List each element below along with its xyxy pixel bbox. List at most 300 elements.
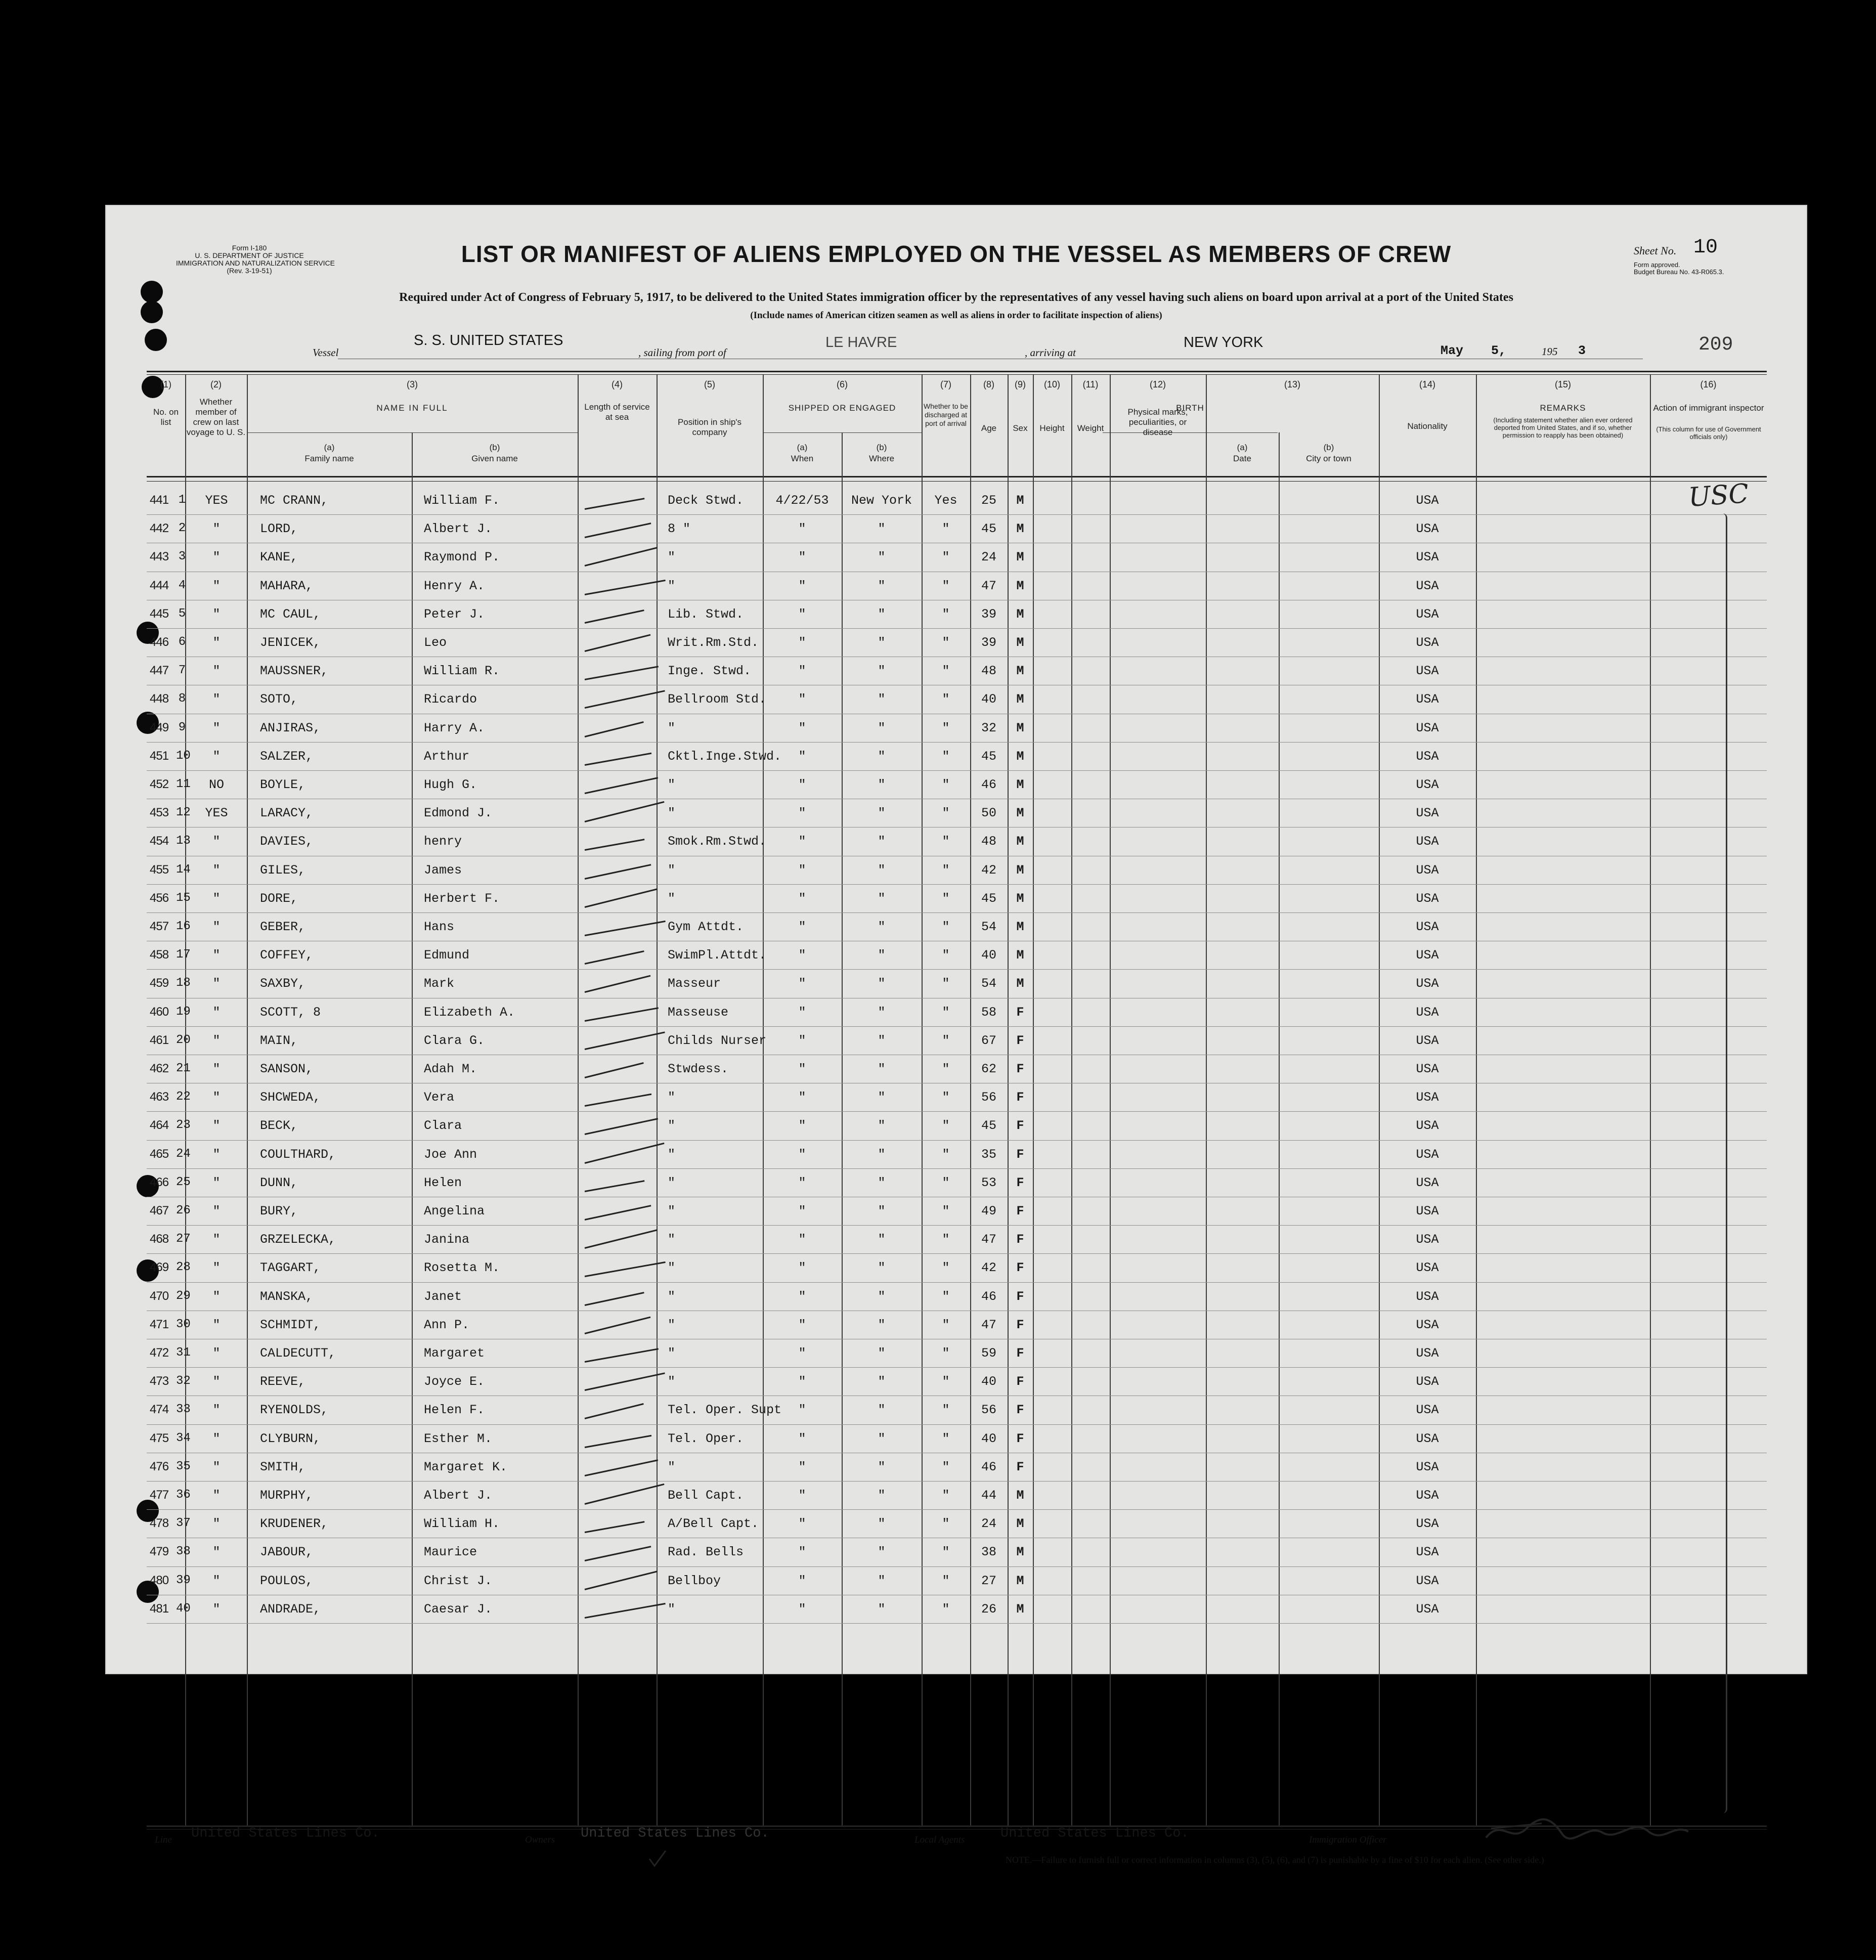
cell-where: " [878,1545,886,1560]
cell-when: " [798,521,806,537]
table-row [105,770,1807,799]
cell-family: BECK, [260,1118,298,1134]
service-slash-mark [585,888,658,908]
cell-no: 24 [176,1147,191,1161]
cell-age: 27 [981,1573,996,1588]
cell-when: " [798,891,806,906]
cell-nationality: USA [1416,1289,1439,1304]
cell-no: 1 [178,493,186,507]
inspector-mark: USC [1687,478,1750,513]
table-row [105,1566,1807,1595]
cell-no: 10 [176,749,191,763]
cell-age: 35 [981,1147,996,1162]
cell-when: " [798,1232,806,1247]
cell-no: 31 [176,1346,191,1360]
cell-given: Joe Ann [424,1147,477,1162]
table-row [105,1282,1807,1311]
cell-prev: " [212,692,221,707]
cell-discharge: " [942,521,950,537]
cell-sex: M [1016,749,1024,764]
sheet-number: 10 [1693,236,1718,259]
cell-age: 46 [981,777,996,792]
cell-nationality: USA [1416,806,1439,821]
cell-where: " [878,1601,886,1617]
cell-given: Peter J. [424,606,485,622]
cell-given: Helen [424,1175,462,1190]
table-row [105,628,1807,657]
cell-family: DORE, [260,891,298,906]
table-row [105,856,1807,884]
cell-prev: " [212,1317,221,1332]
cell-when: " [798,1403,806,1418]
cell-discharge: " [942,1175,950,1190]
officer-signature [1481,1808,1693,1849]
cell-nationality: USA [1416,1516,1439,1532]
port-from: LE HAVRE [825,334,897,351]
form-number: Form I-180 [232,244,267,252]
table-row [105,486,1807,514]
cell-where: " [878,1033,886,1048]
cell-discharge: " [942,1260,950,1276]
cell-age: 56 [981,1090,996,1105]
service-slash-mark [585,1459,658,1476]
cell-stamp: 446 [150,635,169,649]
cell-age: 47 [981,1317,996,1332]
cell-no: 12 [176,806,191,820]
service-slash-mark [585,1118,658,1136]
col-head-position: Position in ship's company [677,417,742,437]
cell-discharge: " [942,664,950,679]
service-slash-mark [585,1571,658,1590]
cell-sex: F [1016,1260,1024,1276]
cell-discharge: Yes [934,493,957,508]
cell-position: " [668,1459,676,1474]
cell-prev: " [212,1516,221,1532]
cell-no: 13 [176,834,191,848]
cell-age: 48 [981,664,996,679]
service-slash-mark [585,1094,651,1107]
service-slash-mark [585,1292,644,1306]
cell-when: " [798,1204,806,1218]
cell-position: Cktl.Inge.Stwd. [668,749,782,764]
cell-family: MURPHY, [260,1488,314,1503]
cell-no: 18 [176,976,191,990]
cell-where: " [878,891,886,906]
col-head-when: When [791,454,814,463]
cell-nationality: USA [1416,664,1439,679]
cell-where: " [878,1062,886,1076]
agents-label: Local Agents [914,1835,965,1845]
col-head-birth: BIRTH [1176,403,1204,413]
cell-where: " [878,777,886,792]
cell-stamp: 461 [150,1033,169,1047]
year-digit: 3 [1578,343,1586,358]
cell-no: 40 [176,1601,191,1616]
cell-when: " [798,920,806,934]
cell-age: 45 [981,1118,996,1134]
cell-given: Albert J. [424,1488,493,1503]
cell-when: " [798,834,806,849]
cell-position: " [668,1601,676,1617]
cell-where: " [878,1118,886,1134]
cell-prev: " [212,1289,221,1304]
cell-no: 20 [176,1033,191,1047]
cell-no: 8 [178,692,186,706]
cell-stamp: 459 [150,976,169,990]
cell-stamp: 463 [150,1090,169,1104]
cell-sex: M [1016,948,1024,963]
line-label: Line [155,1835,172,1845]
cell-nationality: USA [1416,1573,1439,1588]
cell-stamp: 470 [150,1289,169,1303]
cell-age: 56 [981,1403,996,1418]
arrival-month: May [1441,343,1464,358]
col-head-family-letter: (a) [324,443,335,452]
cell-when: " [798,1374,806,1389]
cell-no: 21 [176,1062,191,1075]
cell-no: 5 [178,606,186,621]
cell-stamp: 444 [150,578,169,592]
cell-prev: " [212,664,221,679]
cell-family: KRUDENER, [260,1516,329,1532]
table-row [105,1538,1807,1566]
footer-note: NOTE.—Failure to furnish full or correct information in columns (3), (5), (6), and (7) is punishable by a fine of $10 for each alien. (See other side.) [1006,1855,1544,1865]
cell-given: Leo [424,635,447,650]
cell-age: 62 [981,1062,996,1076]
cell-family: MAUSSNER, [260,664,329,679]
cell-family: JABOUR, [260,1545,314,1560]
cell-when: " [798,1516,806,1532]
cell-discharge: " [942,635,950,650]
cell-given: Arthur [424,749,470,764]
cell-family: SHCWEDA, [260,1090,321,1105]
service-slash-mark [585,777,658,794]
col-head-city-letter: (b) [1323,443,1334,452]
table-row [105,827,1807,855]
cell-nationality: USA [1416,1403,1439,1418]
cell-stamp: 443 [150,550,169,564]
year-prefix: 195 [1542,345,1558,358]
cell-no: 32 [176,1374,191,1388]
table-row [105,969,1807,997]
cell-age: 38 [981,1545,996,1560]
col-head-shipped: SHIPPED OR ENGAGED [788,403,896,413]
cell-age: 49 [981,1204,996,1218]
cell-sex: M [1016,806,1024,821]
cell-nationality: USA [1416,1431,1439,1446]
cell-prev: " [212,1374,221,1389]
col-num-16: (16) [1700,379,1717,389]
cell-age: 40 [981,1374,996,1389]
col-num-7: (7) [940,379,951,389]
cell-prev: " [212,1005,221,1020]
cell-discharge: " [942,1374,950,1389]
service-slash-mark [585,801,665,822]
header-rule-bottom [147,476,1767,477]
cell-where: " [878,635,886,650]
cell-position: Deck Stwd. [668,493,744,508]
service-slash-mark [585,1484,665,1505]
cell-when: " [798,1062,806,1076]
cell-family: ANDRADE, [260,1601,321,1617]
cell-family: SCOTT, 8 [260,1005,321,1020]
cell-given: Hugh G. [424,777,477,792]
cell-no: 19 [176,1005,191,1019]
table-row [105,1197,1807,1225]
cell-given: Albert J. [424,521,493,537]
cell-age: 46 [981,1459,996,1474]
cell-when: " [798,1147,806,1162]
cell-given: Edmond J. [424,806,493,821]
table-row [105,1225,1807,1253]
cell-position: " [668,578,676,593]
cell-position: " [668,1147,676,1162]
cell-stamp: 474 [150,1403,169,1417]
officer-label: Immigration Officer [1309,1835,1387,1845]
cell-no: 37 [176,1516,191,1531]
cell-stamp: 480 [150,1573,169,1587]
cell-stamp: 467 [150,1204,169,1217]
cell-nationality: USA [1416,1374,1439,1389]
cell-nationality: USA [1416,1601,1439,1617]
cell-sex: F [1016,1062,1024,1076]
col-num-11: (11) [1082,379,1099,389]
service-slash-mark [585,1521,645,1533]
cell-given: Mark [424,976,455,991]
cell-where: " [878,550,886,565]
cell-age: 39 [981,606,996,622]
cell-family: SANSON, [260,1062,314,1076]
table-row [105,799,1807,827]
cell-position: " [668,1090,676,1105]
cell-when: " [798,1346,806,1361]
cell-stamp: 464 [150,1118,169,1133]
col-head-service: Length of service at sea [584,402,650,422]
cell-family: RYENOLDS, [260,1403,329,1418]
table-row [105,742,1807,770]
cell-nationality: USA [1416,1545,1439,1560]
cell-sex: F [1016,1118,1024,1134]
cell-sex: F [1016,1033,1024,1048]
cell-sex: F [1016,1147,1024,1162]
service-slash-mark [585,1434,651,1448]
cell-prev: " [212,578,221,593]
cell-position: " [668,1374,676,1389]
cell-no: 9 [178,720,186,734]
cell-prev: " [212,862,221,878]
cell-no: 23 [176,1118,191,1133]
cell-when: " [798,692,806,707]
col-head-given-letter: (b) [489,443,500,452]
budget-bureau: Budget Bureau No. 43-R065.3. [1634,268,1724,276]
cell-family: DUNN, [260,1175,298,1190]
cell-given: Adah M. [424,1062,477,1076]
cell-position: Tel. Oper. Supt [668,1403,782,1418]
cell-sex: M [1016,521,1024,537]
cell-no: 36 [176,1488,191,1502]
cell-family: CLYBURN, [260,1431,321,1446]
col-head-nationality: Nationality [1407,421,1448,431]
cell-given: Janet [424,1289,462,1304]
cell-stamp: 471 [150,1317,169,1331]
col-head-where: Where [868,454,895,463]
service-slash-mark [585,1229,658,1249]
cell-when: " [798,948,806,963]
col-head-height: Height [1039,423,1065,433]
service-slash-mark [585,1316,651,1334]
service-slash-mark [585,864,651,880]
col-head-where-letter: (b) [876,443,887,452]
row-rule [147,1623,1767,1624]
cell-stamp: 476 [150,1459,169,1473]
col-num-12: (12) [1149,379,1166,389]
cell-when: " [798,1260,806,1276]
cell-position: 8 " [668,521,691,537]
cell-no: 6 [178,635,186,649]
col-head-prev-voyage: Whether member of crew on last voyage to U. S. [186,397,246,437]
cell-when: 4/22/53 [775,493,829,508]
cell-nationality: USA [1416,578,1439,593]
cell-position: " [668,720,676,735]
cell-no: 26 [176,1204,191,1217]
table-row [105,1311,1807,1339]
cell-prev: " [212,1118,221,1134]
cell-position: " [668,1346,676,1361]
cell-family: GRZELECKA, [260,1232,336,1247]
table-row [105,714,1807,742]
cell-nationality: USA [1416,692,1439,707]
cell-discharge: " [942,692,950,707]
cell-position: Tel. Oper. [668,1431,744,1446]
cell-prev: " [212,1488,221,1503]
cell-discharge: " [942,1516,950,1532]
header-rule-top [147,371,1767,372]
table-row [105,1367,1807,1396]
cell-age: 58 [981,1005,996,1020]
cell-nationality: USA [1416,606,1439,622]
cell-prev: NO [208,777,224,792]
cell-when: " [798,550,806,565]
cell-no: 4 [178,578,186,592]
cell-position: Childs Nurser [668,1033,767,1048]
cell-sex: M [1016,664,1024,679]
cell-given: Maurice [424,1545,477,1560]
cell-nationality: USA [1416,834,1439,849]
cell-position: Bell Capt. [668,1488,744,1503]
cell-stamp: 460 [150,1005,169,1019]
cell-when: " [798,1090,806,1105]
cell-discharge: " [942,976,950,991]
service-slash-mark [585,609,644,624]
cell-family: LARACY, [260,806,314,821]
cell-prev: " [212,1175,221,1190]
col-num-2: (2) [210,379,222,389]
cell-given: Edmund [424,948,470,963]
stamp-number: 209 [1698,334,1733,356]
table-row [105,941,1807,969]
cell-age: 42 [981,1260,996,1276]
cell-no: 17 [176,948,191,962]
cell-age: 24 [981,550,996,565]
col-head-date-letter: (a) [1237,443,1248,452]
cell-age: 54 [981,920,996,934]
cell-sex: M [1016,606,1024,622]
cell-discharge: " [942,1005,950,1020]
cell-family: COFFEY, [260,948,314,963]
cell-sex: M [1016,976,1024,991]
cell-age: 54 [981,976,996,991]
cell-prev: " [212,920,221,934]
service-slash-mark [585,1373,665,1391]
cell-sex: M [1016,1545,1024,1560]
col-num-5: (5) [704,379,715,389]
cell-family: COULTHARD, [260,1147,336,1162]
cell-given: Joyce E. [424,1374,485,1389]
cell-position: " [668,1118,676,1134]
cell-discharge: " [942,1033,950,1048]
cell-discharge: " [942,1118,950,1134]
cell-age: 47 [981,1232,996,1247]
cell-stamp: 454 [150,834,169,848]
table-row [105,1253,1807,1282]
cell-discharge: " [942,578,950,593]
table-row [105,1595,1807,1623]
cell-when: " [798,1317,806,1332]
cell-sex: F [1016,1090,1024,1105]
cell-age: 24 [981,1516,996,1532]
cell-when: " [798,635,806,650]
col-head-action: Action of immigrant inspector [1653,403,1764,413]
cell-sex: F [1016,1289,1024,1304]
col-num-3: (3) [407,379,418,389]
cell-position: " [668,550,676,565]
cell-where: " [878,606,886,622]
cell-stamp: 442 [150,521,169,536]
service-slash-mark [585,522,651,538]
arriving-label: , arriving at [1025,346,1076,359]
cell-when: " [798,1459,806,1474]
cell-sex: F [1016,1346,1024,1361]
cell-family: SCHMIDT, [260,1317,321,1332]
cell-nationality: USA [1416,1346,1439,1361]
cell-prev: " [212,891,221,906]
arrival-day: 5, [1491,343,1507,358]
cell-prev: " [212,1545,221,1560]
cell-family: TAGGART, [260,1260,321,1276]
cell-where: " [878,1374,886,1389]
col-head-name: NAME IN FULL [376,403,448,413]
cell-where: New York [851,493,912,508]
cell-stamp: 478 [150,1516,169,1531]
col-num-1: (1) [160,379,171,389]
cell-no: 38 [176,1545,191,1559]
table-row [105,1509,1807,1538]
cell-position: Inge. Stwd. [668,664,752,679]
service-slash-mark [585,1403,644,1419]
col-num-8: (8) [983,379,994,389]
cell-given: Christ J. [424,1573,493,1588]
cell-sex: M [1016,891,1024,906]
cell-stamp: 465 [150,1147,169,1161]
cell-discharge: " [942,1431,950,1446]
cell-family: SOTO, [260,692,298,707]
cell-position: Bellboy [668,1573,721,1588]
col-head-discharge: Whether to be discharged at port of arrival [924,402,968,427]
cell-discharge: " [942,891,950,906]
cell-when: " [798,1601,806,1617]
cell-discharge: " [942,920,950,934]
cell-discharge: " [942,1204,950,1218]
